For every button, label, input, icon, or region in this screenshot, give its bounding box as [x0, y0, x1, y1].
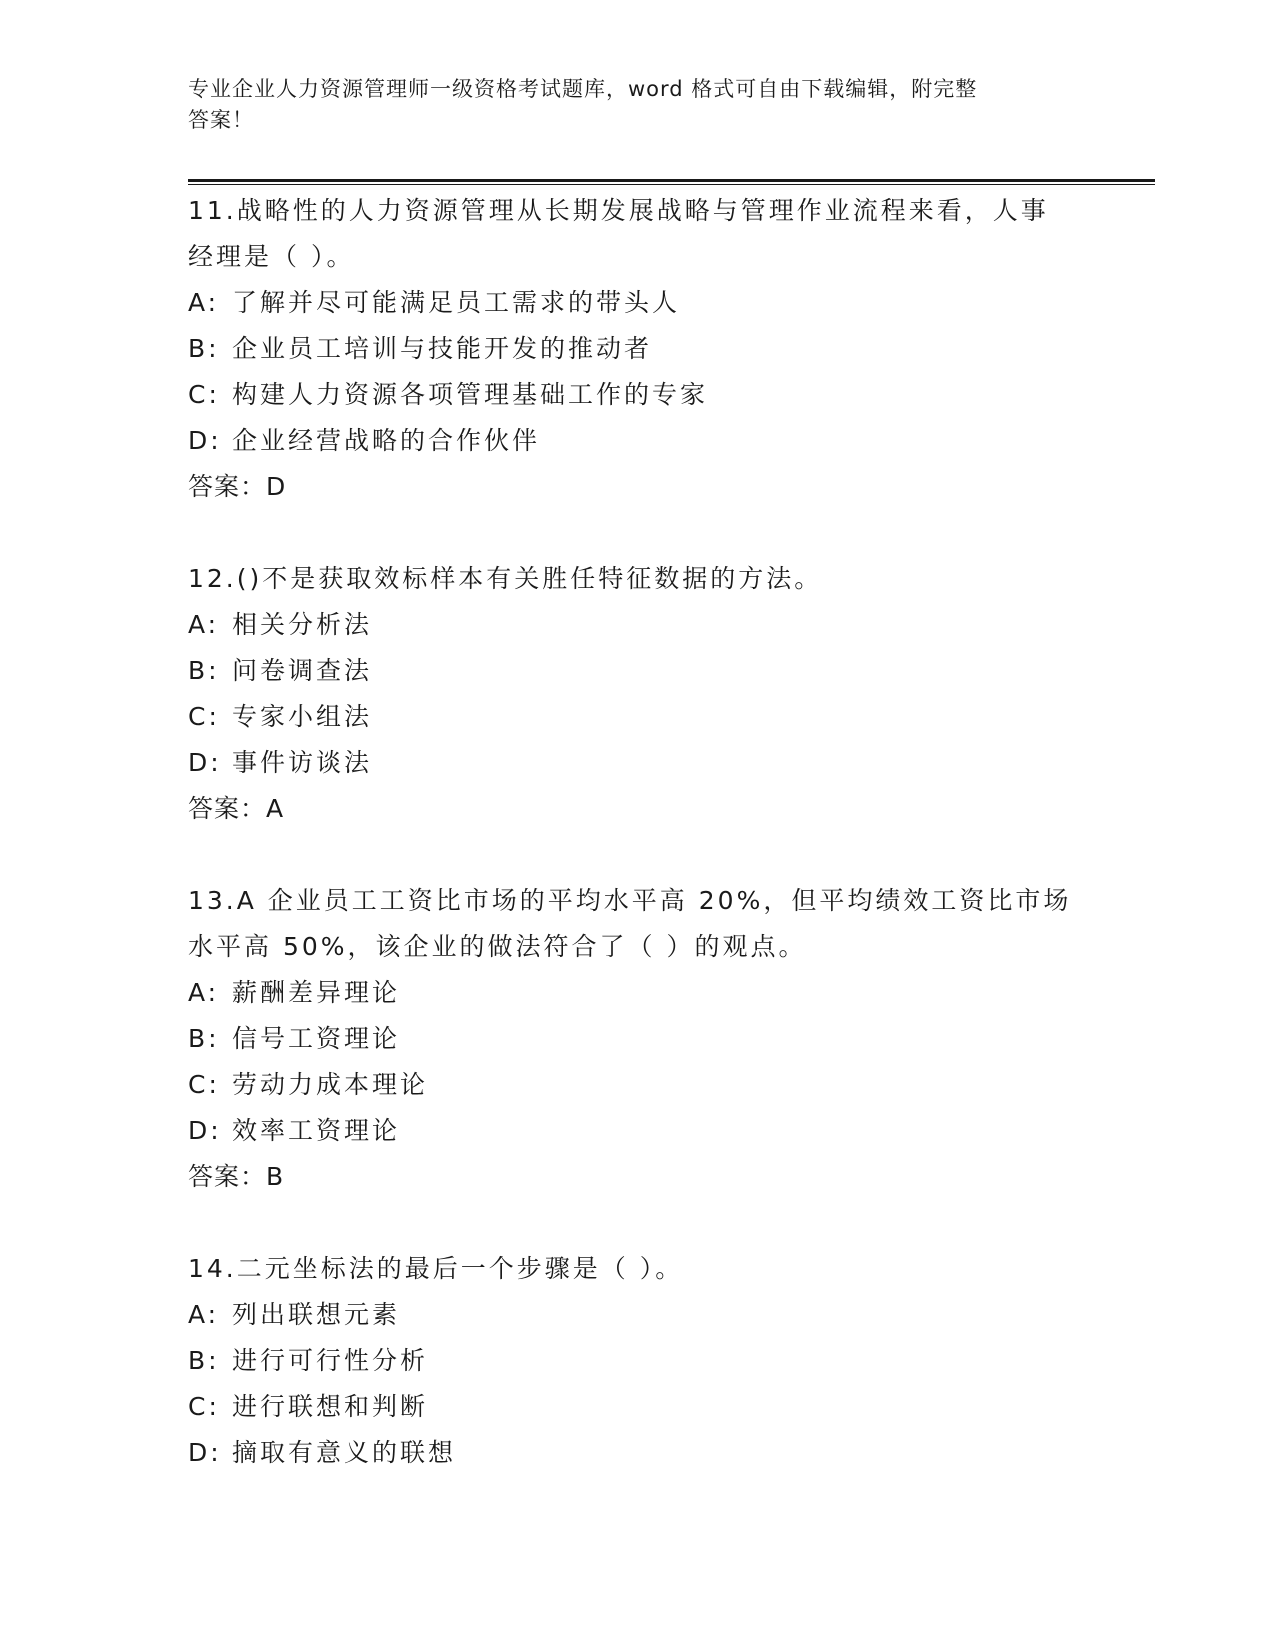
- option-letter: C:: [188, 702, 220, 731]
- question-12: [188, 556, 1088, 832]
- option-text: 薪酬差异理论: [232, 978, 401, 1007]
- option-letter: A:: [188, 1300, 220, 1329]
- answer-line: 答案：B: [188, 1162, 285, 1191]
- option-letter: B:: [188, 1346, 220, 1375]
- option-a: [188, 602, 1088, 648]
- question-stem: 14.二元坐标法的最后一个步骤是（ ）。: [188, 1254, 684, 1283]
- option-letter: C:: [188, 380, 220, 409]
- option-letter: D:: [188, 1116, 222, 1145]
- option-d: [188, 418, 1088, 464]
- option-c: [188, 372, 1088, 418]
- option-text: 专家小组法: [232, 702, 373, 731]
- option-text: 进行可行性分析: [232, 1346, 429, 1375]
- answer-line: 答案：D: [188, 472, 287, 501]
- question-stem: 13.A 企业员工工资比市场的平均水平高 20%，但平均绩效工资比市场: [188, 886, 1072, 915]
- option-letter: C:: [188, 1392, 220, 1421]
- option-d: [188, 740, 1088, 786]
- option-letter: D:: [188, 426, 222, 455]
- option-text: 了解并尽可能满足员工需求的带头人: [232, 288, 681, 317]
- option-text: 劳动力成本理论: [232, 1070, 429, 1099]
- question-stem-continued: 水平高 50%，该企业的做法符合了（ ）的观点。: [188, 932, 807, 961]
- option-text: 进行联想和判断: [232, 1392, 429, 1421]
- question-stem-continued: 经理是（ ）。: [188, 242, 355, 271]
- header-line-2: 答案！: [188, 108, 254, 132]
- option-a: [188, 1292, 1088, 1338]
- option-text: 相关分析法: [232, 610, 373, 639]
- question-list: [188, 188, 1088, 1476]
- option-letter: A:: [188, 288, 220, 317]
- option-letter: B:: [188, 1024, 220, 1053]
- option-text: 摘取有意义的联想: [232, 1438, 457, 1467]
- option-letter: D:: [188, 1438, 222, 1467]
- option-letter: A:: [188, 610, 220, 639]
- answer-line: 答案：A: [188, 794, 285, 823]
- option-letter: B:: [188, 334, 220, 363]
- header-divider-thin: [188, 184, 1155, 185]
- option-text: 事件访谈法: [232, 748, 373, 777]
- option-a: [188, 970, 1088, 1016]
- option-text: 问卷调查法: [232, 656, 373, 685]
- option-d: [188, 1108, 1088, 1154]
- option-d: [188, 1430, 1088, 1476]
- option-text: 构建人力资源各项管理基础工作的专家: [232, 380, 709, 409]
- option-c: [188, 1062, 1088, 1108]
- question-11: [188, 188, 1088, 510]
- option-text: 效率工资理论: [232, 1116, 401, 1145]
- option-text: 信号工资理论: [232, 1024, 401, 1053]
- option-letter: D:: [188, 748, 222, 777]
- option-text: 企业员工培训与技能开发的推动者: [232, 334, 653, 363]
- option-letter: A:: [188, 978, 220, 1007]
- header-line-1: 专业企业人力资源管理师一级资格考试题库，word 格式可自由下载编辑，附完整: [188, 77, 978, 101]
- question-stem: 12.()不是获取效标样本有关胜任特征数据的方法。: [188, 564, 823, 593]
- option-letter: B:: [188, 656, 220, 685]
- option-b: [188, 648, 1088, 694]
- option-b: [188, 326, 1088, 372]
- option-letter: C:: [188, 1070, 220, 1099]
- question-14: [188, 1246, 1088, 1476]
- option-a: [188, 280, 1088, 326]
- question-stem: 11.战略性的人力资源管理从长期发展战略与管理作业流程来看，人事: [188, 196, 1049, 225]
- option-b: [188, 1016, 1088, 1062]
- document-header: [188, 74, 1068, 136]
- option-c: [188, 1384, 1088, 1430]
- option-c: [188, 694, 1088, 740]
- option-text: 企业经营战略的合作伙伴: [232, 426, 541, 455]
- header-divider-thick: [188, 179, 1155, 182]
- option-b: [188, 1338, 1088, 1384]
- question-13: [188, 878, 1088, 1200]
- option-text: 列出联想元素: [232, 1300, 401, 1329]
